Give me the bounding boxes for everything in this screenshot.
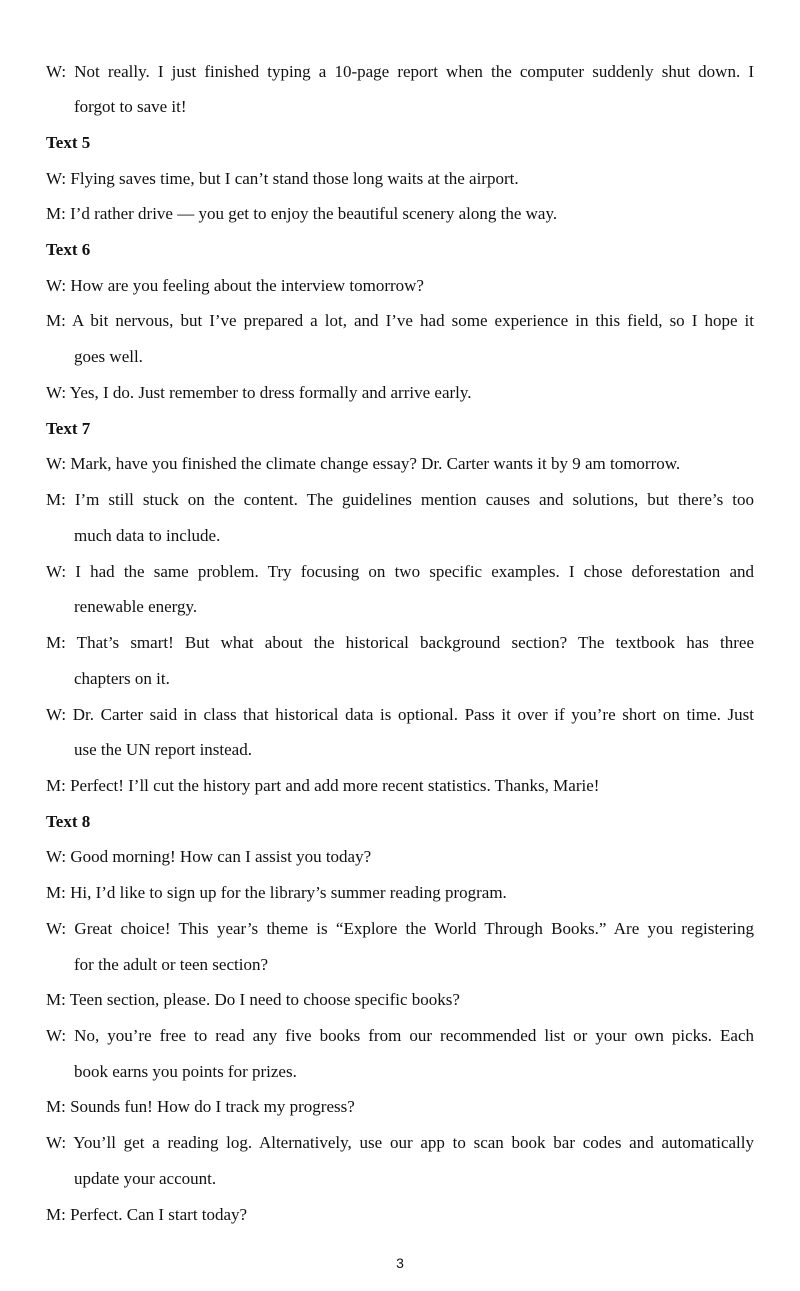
page-number: 3 [396, 1255, 404, 1271]
section-heading-text7: Text 7 [46, 419, 91, 438]
dialogue-line-continuation: update your account. [74, 1169, 217, 1188]
section-heading-text8: Text 8 [46, 812, 91, 831]
dialogue-line-continuation: use the UN report instead. [74, 740, 252, 759]
section-heading-text6: Text 6 [46, 240, 91, 259]
dialogue-line-continuation: for the adult or teen section? [74, 955, 269, 974]
dialogue-line: W: You’ll get a reading log. Alternatively, use our app to scan book bar codes and automatically [46, 1133, 754, 1152]
dialogue-line: M: That’s smart! But what about the historical background section? The textbook has three [46, 633, 754, 652]
dialogue-line-continuation: chapters on it. [74, 669, 170, 688]
dialogue-line-continuation: book earns you points for prizes. [74, 1062, 297, 1081]
section-heading-text5: Text 5 [46, 133, 91, 152]
dialogue-line: W: Not really. I just finished typing a 10-page report when the computer suddenly shut down. I [46, 62, 754, 81]
dialogue-line: M: Perfect! I’ll cut the history part and add more recent statistics. Thanks, Marie! [46, 776, 600, 795]
dialogue-line: W: Good morning! How can I assist you today? [46, 847, 372, 866]
dialogue-line: W: Great choice! This year’s theme is “Explore the World Through Books.” Are you registering [46, 919, 754, 938]
dialogue-line: W: Flying saves time, but I can’t stand those long waits at the airport. [46, 169, 519, 188]
dialogue-line: M: I’m still stuck on the content. The guidelines mention causes and solutions, but there’s too [46, 490, 754, 509]
dialogue-line: W: Mark, have you finished the climate change essay? Dr. Carter wants it by 9 am tomorrow. [46, 454, 681, 473]
dialogue-line: M: Sounds fun! How do I track my progress? [46, 1097, 355, 1116]
dialogue-line: W: I had the same problem. Try focusing on two specific examples. I chose deforestation and [46, 562, 754, 581]
dialogue-line: M: Perfect. Can I start today? [46, 1205, 248, 1224]
dialogue-line-continuation: renewable energy. [74, 597, 198, 616]
dialogue-line-continuation: forgot to save it! [74, 97, 187, 116]
dialogue-line-continuation: much data to include. [74, 526, 221, 545]
dialogue-line: M: Teen section, please. Do I need to choose specific books? [46, 990, 460, 1009]
dialogue-line: W: Yes, I do. Just remember to dress formally and arrive early. [46, 383, 472, 402]
dialogue-line: M: I’d rather drive — you get to enjoy the beautiful scenery along the way. [46, 204, 558, 223]
dialogue-line: M: Hi, I’d like to sign up for the library’s summer reading program. [46, 883, 507, 902]
dialogue-line-continuation: goes well. [74, 347, 143, 366]
dialogue-line: W: How are you feeling about the interview tomorrow? [46, 276, 424, 295]
dialogue-line: W: No, you’re free to read any five books from our recommended list or your own picks. Each [46, 1026, 754, 1045]
dialogue-line: W: Dr. Carter said in class that historical data is optional. Pass it over if you’re short on time. Just [46, 705, 754, 724]
dialogue-line: M: A bit nervous, but I’ve prepared a lot, and I’ve had some experience in this field, so I hope it [46, 311, 754, 330]
